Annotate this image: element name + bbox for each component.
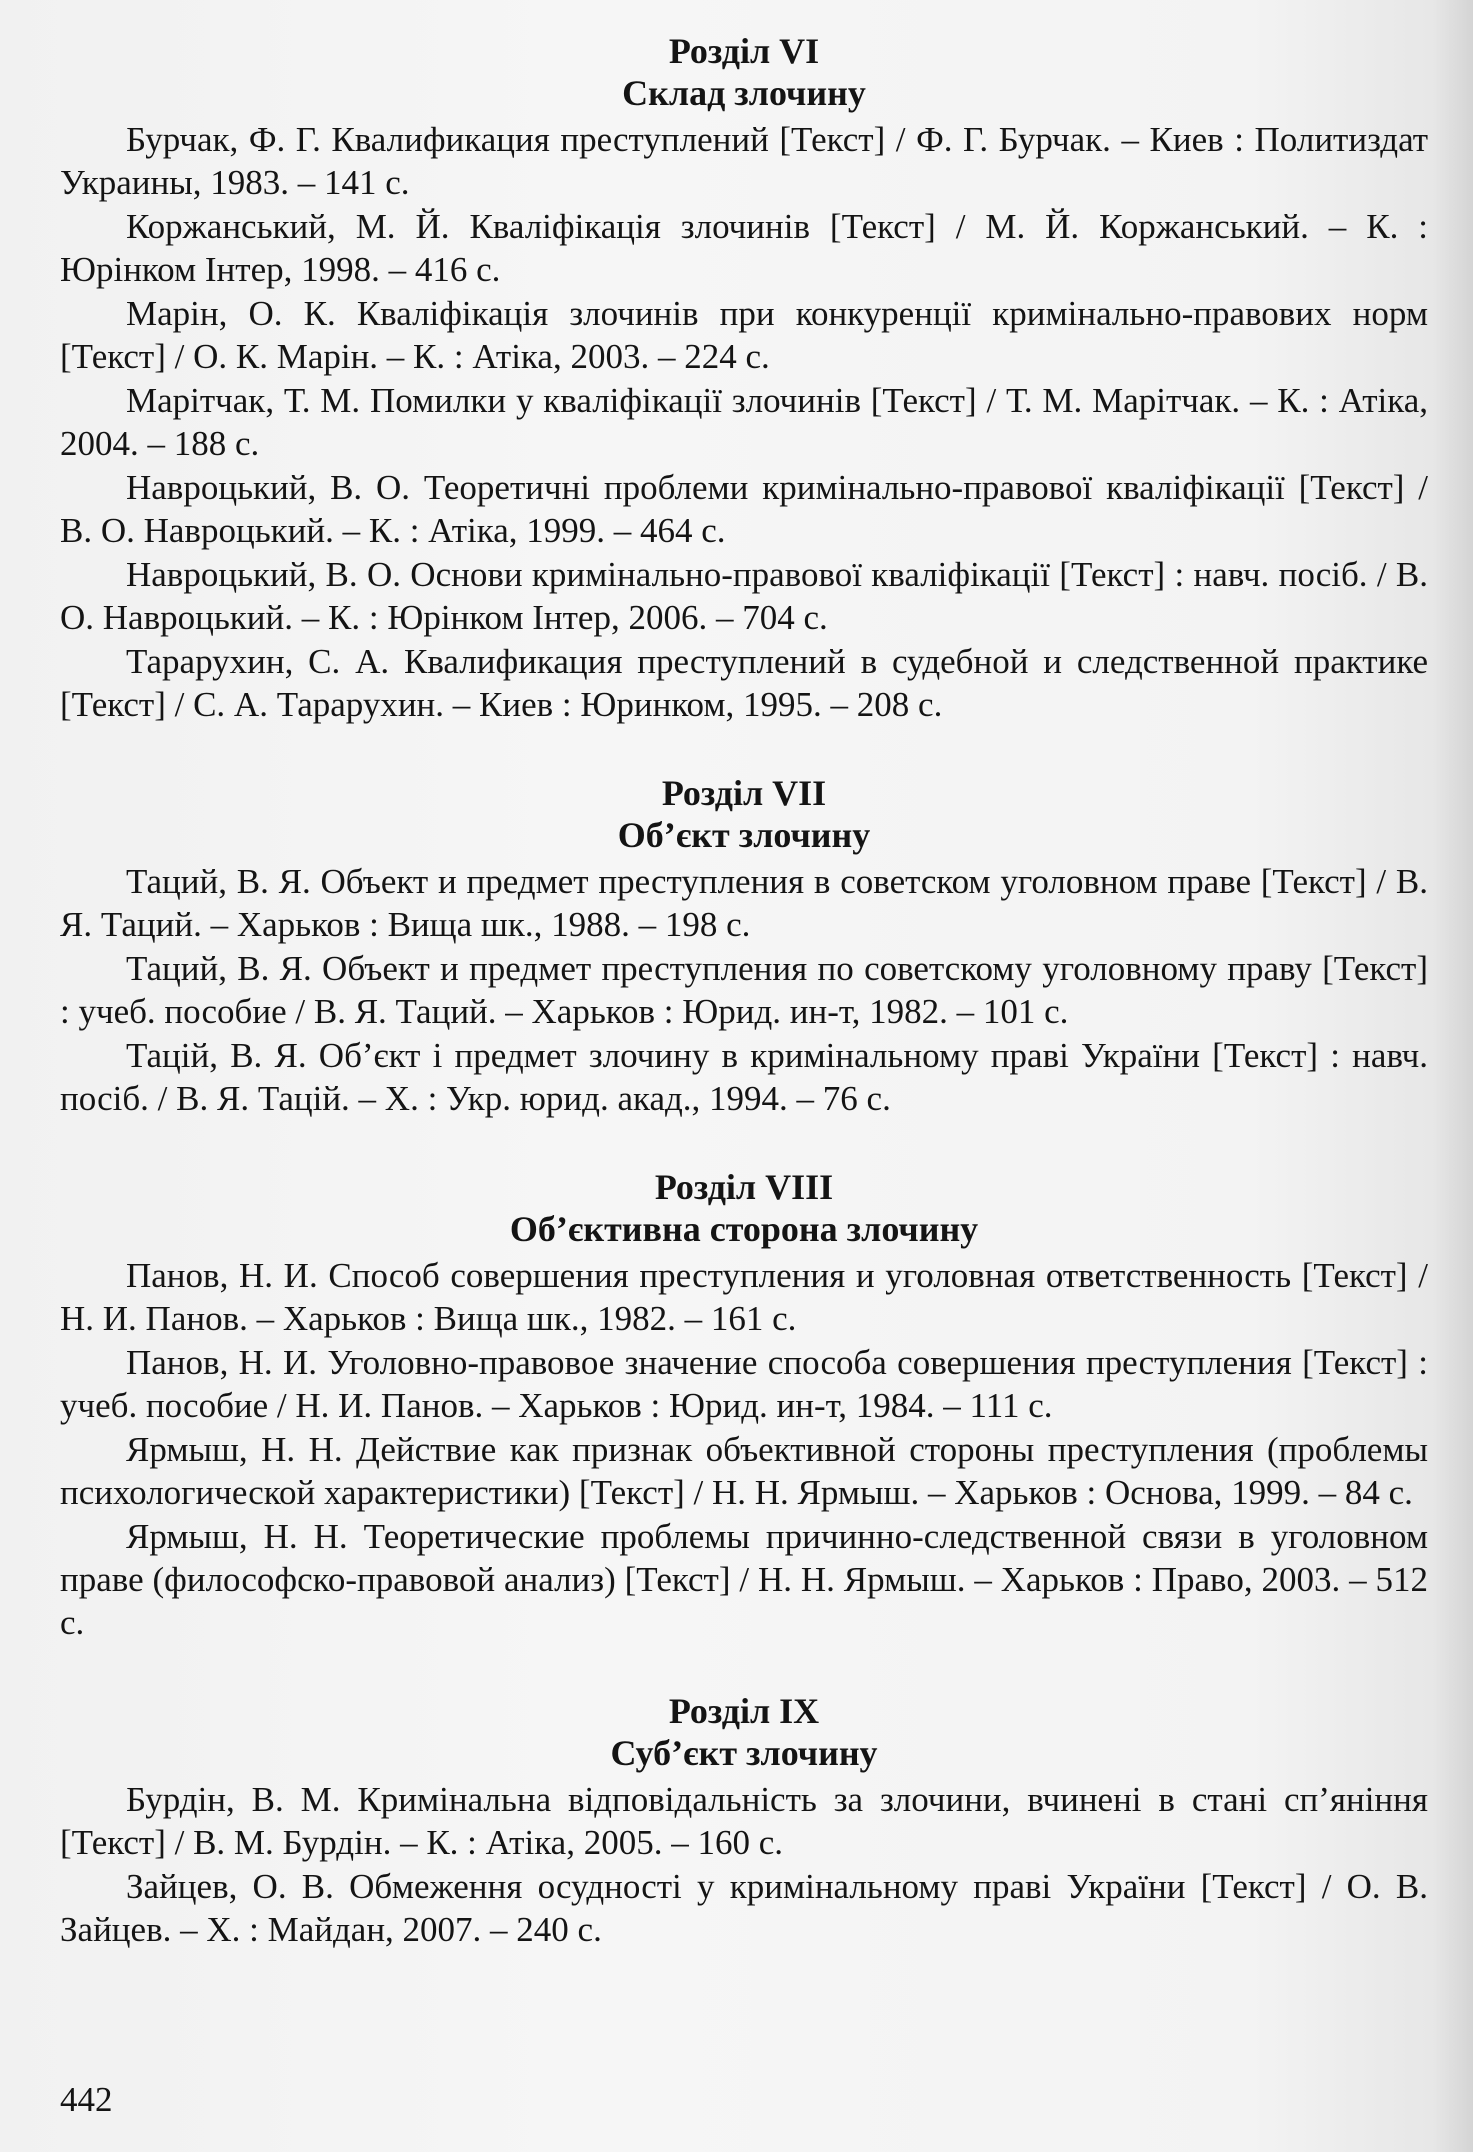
section-title: Об’єктивна сторона злочину [509,1209,979,1249]
bibliography-entry: Тацій, В. Я. Об’єкт і предмет злочину в кримінальному праві України [Текст] : навч. посіб. / В. Я. Тацій. – Х. : Укр. юрид. акад., 1994. – 76 с. [60,1036,1428,1118]
section-heading: Розділ VIII [654,1167,834,1207]
bibliography-entry: Коржанський, М. Й. Кваліфікація злочинів [Текст] / М. Й. Коржанський. – К. : Юрінком Інтер, 1998. – 416 с. [60,207,1428,289]
bibliography-entry: Зайцев, О. В. Обмеження осудності у кримінальному праві України [Текст] / О. В. Зайцев. – Х. : Майдан, 2007. – 240 с. [60,1867,1428,1949]
bibliography-entry: Бурчак, Ф. Г. Квалификация преступлений [Текст] / Ф. Г. Бурчак. – Киев : Политиздат Украины, 1983. – 141 с. [60,120,1428,202]
section-heading: Розділ VII [661,773,827,813]
section-title: Суб’єкт злочину [610,1733,878,1773]
bibliography-entry: Тарарухин, С. А. Квалификация преступлений в судебной и следственной практике [Текст] / С. А. Тарарухин. – Киев : Юринком, 1995. – 208 с. [60,642,1428,724]
section-heading: Розділ IX [668,1691,820,1731]
section-8 [60,1166,1428,1644]
section-title: Склад злочину [622,73,866,113]
page-edge-shadow [1433,0,1473,2152]
bibliography-entry: Ярмыш, Н. Н. Действие как признак объективной стороны преступления (проблемы психологической характеристики) [Текст] / Н. Н. Ярмыш. – Харьков : Основа, 1999. – 84 с. [60,1430,1428,1512]
section-title: Об’єкт злочину [617,815,871,855]
page-number: 442 [60,2080,113,2119]
bibliography-entry: Таций, В. Я. Объект и предмет преступления в советском уголовном праве [Текст] / В. Я. Таций. – Харьков : Вища шк., 1988. – 198 с. [60,862,1428,944]
section-6 [60,30,1428,726]
bibliography-entry: Панов, Н. И. Способ совершения преступления и уголовная ответственность [Текст] / Н. И. Панов. – Харьков : Вища шк., 1982. – 161 с. [60,1256,1428,1338]
section-heading: Розділ VI [668,31,820,71]
bibliography-entry: Бурдін, В. М. Кримінальна відповідальність за злочини, вчинені в стані сп’яніння [Текст] / В. М. Бурдін. – К. : Атіка, 2005. – 160 с. [60,1780,1428,1862]
section-7 [60,772,1428,1120]
bibliography-entry: Марін, О. К. Кваліфікація злочинів при конкуренції кримінально-правових норм [Текст] / О. К. Марін. – К. : Атіка, 2003. – 224 с. [60,294,1428,376]
bibliography-entry: Навроцький, В. О. Основи кримінально-правової кваліфікації [Текст] : навч. посіб. / В. О. Навроцький. – К. : Юрінком Інтер, 2006. – 704 с. [60,555,1428,637]
bibliography-entry: Навроцький, В. О. Теоретичні проблеми кримінально-правової кваліфікації [Текст] / В. О. Навроцький. – К. : Атіка, 1999. – 464 с. [60,468,1428,550]
section-9 [60,1690,1428,1951]
bibliography-entry: Марітчак, Т. М. Помилки у кваліфікації злочинів [Текст] / Т. М. Марітчак. – К. : Атіка, 2004. – 188 с. [60,381,1428,463]
bibliography-entry: Панов, Н. И. Уголовно-правовое значение способа совершения преступления [Текст] : учеб. пособие / Н. И. Панов. – Харьков : Юрид. ин-т, 1984. – 111 с. [60,1343,1428,1425]
bibliography-entry: Ярмыш, Н. Н. Теоретические проблемы причинно-следственной связи в уголовном праве (философско-правовой анализ) [Текст] / Н. Н. Ярмыш. – Харьков : Право, 2003. – 512 с. [60,1517,1428,1642]
bibliography-content [60,30,1428,1952]
bibliography-entry: Таций, В. Я. Объект и предмет преступления по советскому уголовному праву [Текст] : учеб. пособие / В. Я. Таций. – Харьков : Юрид. ин-т, 1982. – 101 с. [60,949,1428,1031]
